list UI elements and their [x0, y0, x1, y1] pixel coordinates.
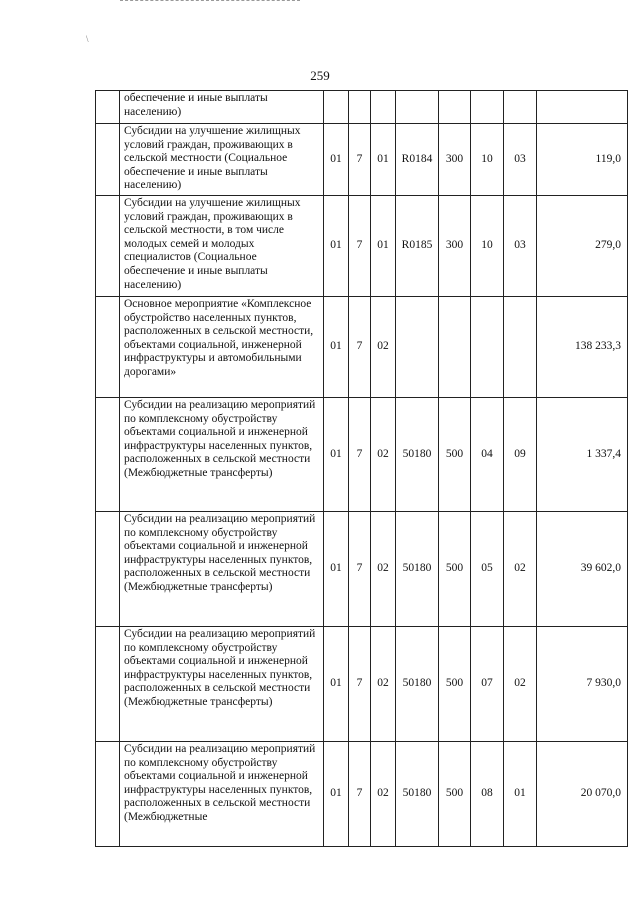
section-code: 07 — [471, 627, 504, 742]
table-row — [96, 196, 628, 297]
amount: 7 930,0 — [537, 627, 628, 742]
program-code: 7 — [349, 124, 371, 196]
blank-cell — [96, 196, 120, 297]
item-name: Субсидии на улучшение жилищных условий граждан, проживающих в сельской местности (Социальное обеспечение и иные выплаты населению) — [120, 124, 324, 196]
subsection-code — [504, 91, 537, 124]
program-code: 7 — [349, 196, 371, 297]
expense-type-code: 300 — [439, 196, 471, 297]
ministry-code: 01 — [324, 512, 349, 627]
blank-cell — [96, 512, 120, 627]
target-code: 50180 — [396, 627, 439, 742]
blank-cell — [96, 91, 120, 124]
blank-cell — [96, 627, 120, 742]
table-row — [96, 627, 628, 742]
item-name: Субсидии на реализацию мероприятий по комплексному обустройству объектами социальной и инженерной инфраструктуры населенных пунктов, расположенных в сельской местности (Межбюджетные трансферты) — [120, 398, 324, 512]
amount: 119,0 — [537, 124, 628, 196]
amount — [537, 91, 628, 124]
ministry-code: 01 — [324, 398, 349, 512]
section-code: 10 — [471, 124, 504, 196]
subprogram-code — [371, 91, 396, 124]
subsection-code: 01 — [504, 742, 537, 847]
subprogram-code: 02 — [371, 297, 396, 398]
subsection-code: 02 — [504, 627, 537, 742]
amount: 279,0 — [537, 196, 628, 297]
table-body — [96, 91, 628, 847]
target-code: 50180 — [396, 398, 439, 512]
blank-cell — [96, 742, 120, 847]
ministry-code: 01 — [324, 742, 349, 847]
section-code — [471, 91, 504, 124]
amount: 39 602,0 — [537, 512, 628, 627]
amount: 138 233,3 — [537, 297, 628, 398]
section-code: 08 — [471, 742, 504, 847]
ministry-code: 01 — [324, 196, 349, 297]
subprogram-code: 02 — [371, 512, 396, 627]
ministry-code — [324, 91, 349, 124]
top-rule — [120, 0, 300, 1]
expense-type-code — [439, 91, 471, 124]
blank-cell — [96, 124, 120, 196]
expense-type-code — [439, 297, 471, 398]
section-code — [471, 297, 504, 398]
subprogram-code: 01 — [371, 124, 396, 196]
amount: 1 337,4 — [537, 398, 628, 512]
target-code: R0185 — [396, 196, 439, 297]
expense-type-code: 500 — [439, 512, 471, 627]
table-row — [96, 398, 628, 512]
subsection-code: 02 — [504, 512, 537, 627]
program-code: 7 — [349, 297, 371, 398]
subsection-code: 03 — [504, 124, 537, 196]
expense-type-code: 500 — [439, 627, 471, 742]
expense-type-code: 500 — [439, 398, 471, 512]
program-code — [349, 91, 371, 124]
section-code: 04 — [471, 398, 504, 512]
page-number: 259 — [310, 68, 330, 83]
subprogram-code: 01 — [371, 196, 396, 297]
blank-cell — [96, 297, 120, 398]
section-code: 05 — [471, 512, 504, 627]
amount: 20 070,0 — [537, 742, 628, 847]
target-code: R0184 — [396, 124, 439, 196]
expense-type-code: 300 — [439, 124, 471, 196]
subsection-code: 03 — [504, 196, 537, 297]
table-row — [96, 91, 628, 124]
subsection-code — [504, 297, 537, 398]
target-code — [396, 91, 439, 124]
ministry-code: 01 — [324, 627, 349, 742]
table-row — [96, 124, 628, 196]
program-code: 7 — [349, 398, 371, 512]
target-code: 50180 — [396, 742, 439, 847]
ministry-code: 01 — [324, 297, 349, 398]
item-name: Субсидии на реализацию мероприятий по комплексному обустройству объектами социальной и инженерной инфраструктуры населенных пунктов, расположенных в сельской местности (Межбюджетные трансферты) — [120, 512, 324, 627]
program-code: 7 — [349, 742, 371, 847]
table-row — [96, 512, 628, 627]
blank-cell — [96, 398, 120, 512]
target-code: 50180 — [396, 512, 439, 627]
item-name: Субсидии на реализацию мероприятий по комплексному обустройству объектами социальной и инженерной инфраструктуры населенных пунктов, расположенных в сельской местности (Межбюджетные — [120, 742, 324, 847]
table-row — [96, 742, 628, 847]
item-name: Субсидии на реализацию мероприятий по комплексному обустройству объектами социальной и инженерной инфраструктуры населенных пунктов, расположенных в сельской местности (Межбюджетные трансферты) — [120, 627, 324, 742]
subprogram-code: 02 — [371, 398, 396, 512]
target-code — [396, 297, 439, 398]
item-name: Основное мероприятие «Комплексное обустройство населенных пунктов, расположенных в сельской местности, объектами социальной, инженерной инфраструктуры и автомобильными дорогами» — [120, 297, 324, 398]
program-code: 7 — [349, 627, 371, 742]
subprogram-code: 02 — [371, 742, 396, 847]
table-row — [96, 297, 628, 398]
program-code: 7 — [349, 512, 371, 627]
expense-type-code: 500 — [439, 742, 471, 847]
subsection-code: 09 — [504, 398, 537, 512]
scan-speck: \ — [86, 34, 89, 44]
ministry-code: 01 — [324, 124, 349, 196]
budget-table — [95, 90, 628, 847]
section-code: 10 — [471, 196, 504, 297]
subprogram-code: 02 — [371, 627, 396, 742]
item-name: обеспечение и иные выплаты населению) — [120, 91, 324, 124]
item-name: Субсидии на улучшение жилищных условий граждан, проживающих в сельской местности, в том числе молодых семей и молодых специалистов (Социальное обеспечение и иные выплаты населению) — [120, 196, 324, 297]
